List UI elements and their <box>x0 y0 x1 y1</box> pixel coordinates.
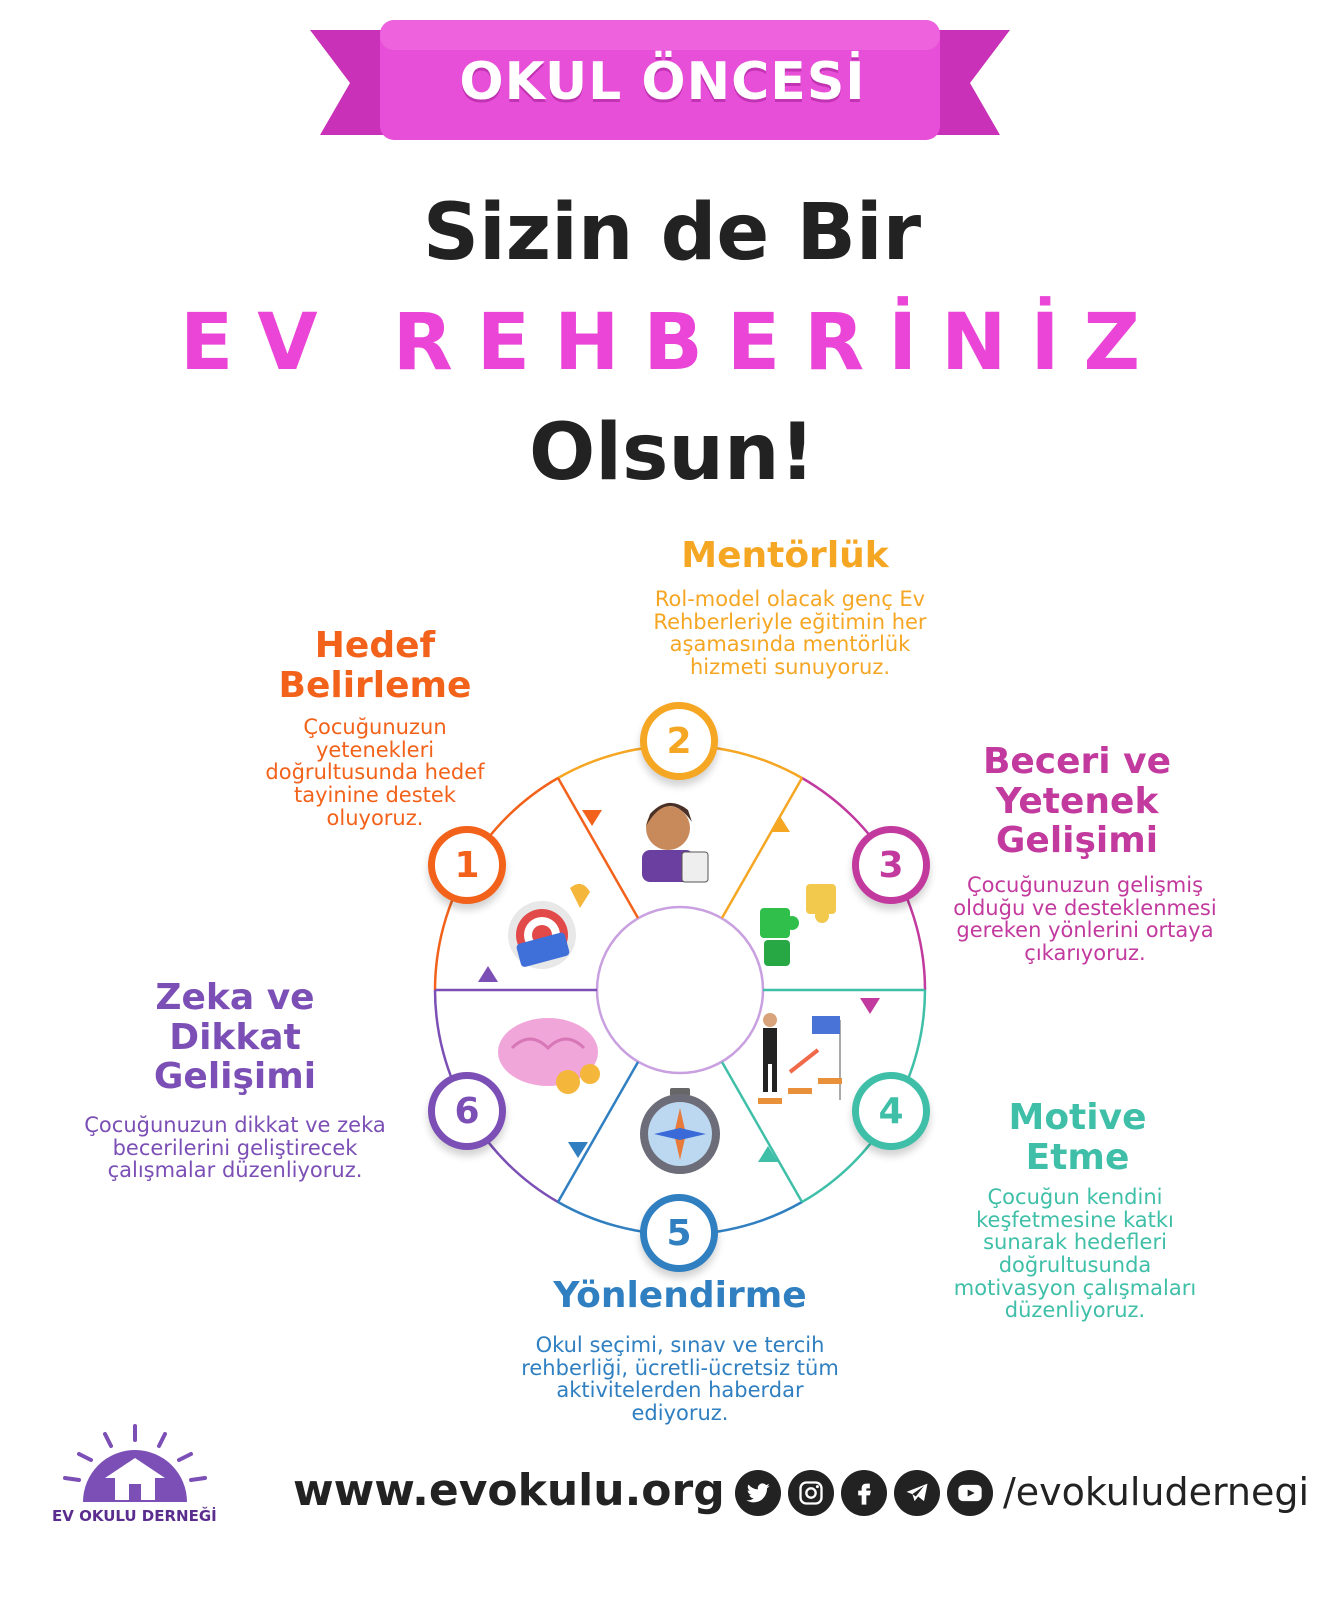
youtube-icon[interactable] <box>947 1470 993 1516</box>
step-number-4: 4 <box>852 1072 930 1150</box>
social-handle[interactable]: /evokuludernegi <box>1003 1470 1310 1514</box>
feature-title-5: Yönlendirme <box>553 1275 807 1316</box>
puzzle-icon <box>760 884 836 966</box>
step-number-1: 1 <box>428 826 506 904</box>
feature-title-1: Hedef Belirleme <box>278 625 472 706</box>
instagram-icon[interactable] <box>788 1470 834 1516</box>
ribbon-label: OKUL ÖNCESİ <box>459 52 866 112</box>
headline-line3: Olsun! <box>528 408 816 498</box>
feature-title-3: Beceri ve Yetenek Gelişimi <box>982 741 1172 862</box>
compass-icon <box>640 1088 720 1174</box>
target-icon <box>508 884 590 969</box>
website-link[interactable]: www.evokulu.org <box>293 1465 725 1516</box>
facebook-icon[interactable] <box>841 1470 887 1516</box>
logo-text: EV OKULU DERNEĞİ <box>52 1507 217 1525</box>
step-number-3: 3 <box>852 826 930 904</box>
feature-desc-2: Rol-model olacak genç Ev Rehberleriyle eğitimin her aşamasında mentörlük hizmeti sunuyoruz. <box>653 587 927 680</box>
telegram-icon[interactable] <box>894 1470 940 1516</box>
headline-line1: Sizin de Bir <box>422 188 922 278</box>
feature-title-6: Zeka ve Dikkat Gelişimi <box>153 977 317 1098</box>
feature-desc-4: Çocuğun kendini keşfetmesine katkı sunarak hedefleri doğrultusunda motivasyon çalışmaları düzenliyoruz. <box>953 1185 1197 1323</box>
flag-icon <box>758 1013 842 1104</box>
logo-icon <box>55 1422 215 1506</box>
feature-desc-6: Çocuğunuzun dikkat ve zeka becerilerini geliştirecek çalışmalar düzenliyoruz. <box>84 1113 386 1183</box>
feature-title-4: Motive Etme <box>1008 1097 1147 1178</box>
twitter-icon[interactable] <box>735 1470 781 1516</box>
feature-desc-5: Okul seçimi, sınav ve tercih rehberliği, ücretli-ücretsiz tüm aktivitelerden haberdar ediyoruz. <box>521 1333 839 1426</box>
mentor-icon <box>642 803 708 882</box>
headline-line2: EV REHBERİNİZ <box>179 298 1165 388</box>
feature-desc-3: Çocuğunuzun gelişmiş olduğu ve desteklenmesi gereken yönlerini ortaya çıkarıyoruz. <box>953 873 1217 966</box>
step-number-2: 2 <box>640 702 718 780</box>
step-number-5: 5 <box>640 1194 718 1272</box>
feature-title-2: Mentörlük <box>681 535 889 576</box>
brain-icon <box>498 1018 600 1094</box>
feature-desc-1: Çocuğunuzun yetenekleri doğrultusunda hedef tayinine destek oluyoruz. <box>265 715 485 830</box>
step-number-6: 6 <box>428 1072 506 1150</box>
